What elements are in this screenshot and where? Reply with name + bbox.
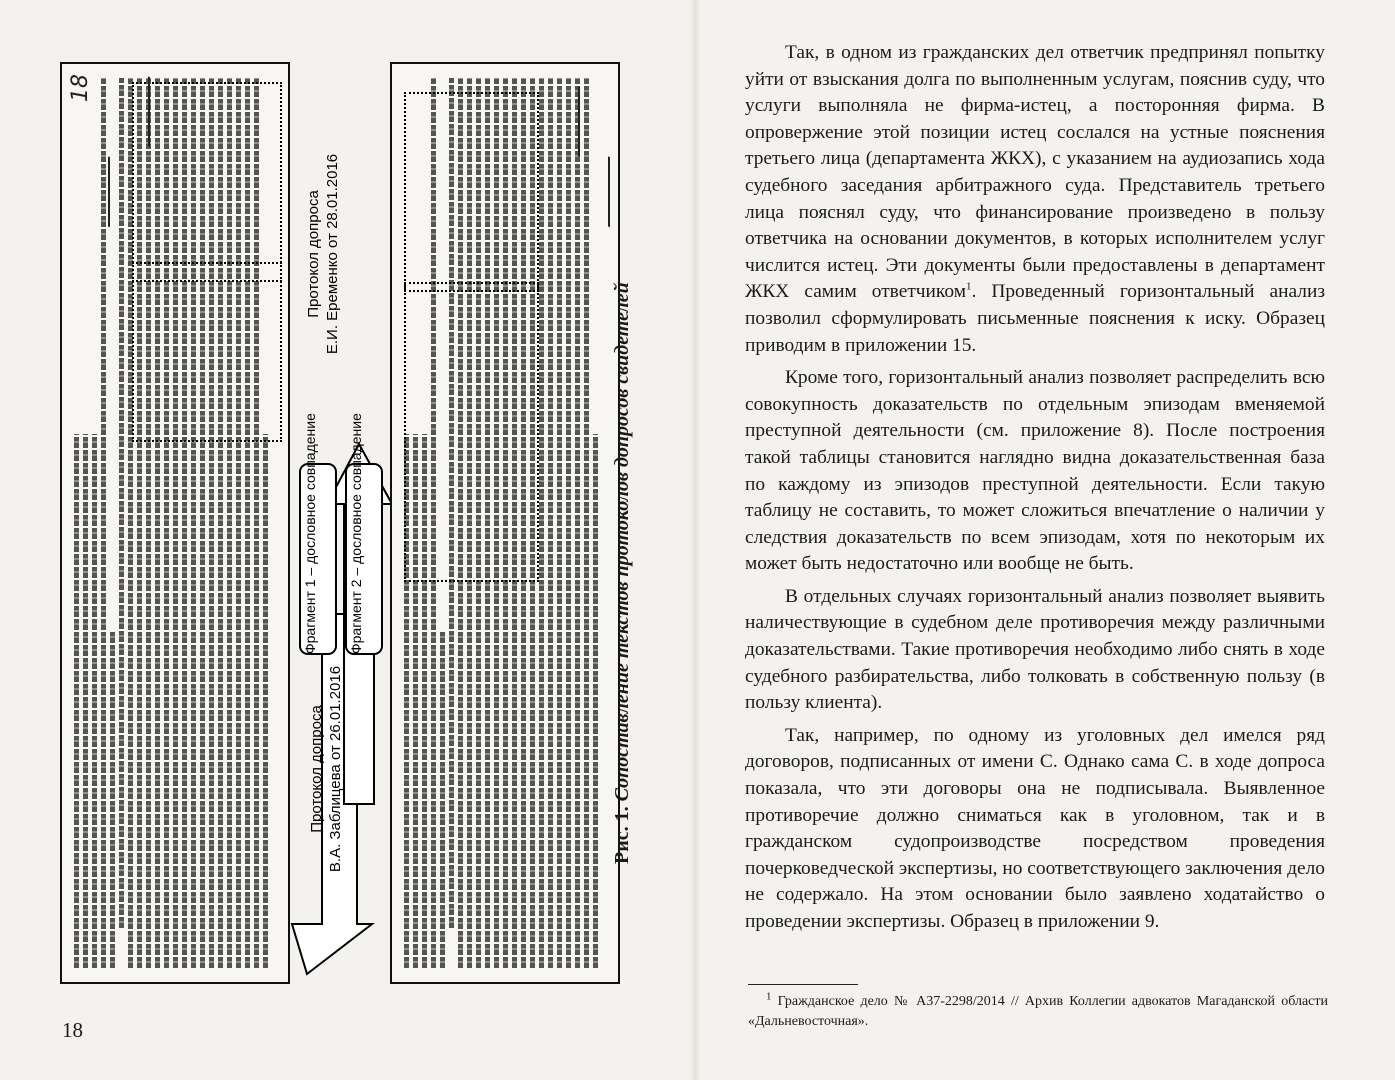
page-number: 18	[62, 1018, 83, 1042]
paragraph: Кроме того, горизонтальный анализ позволяет распределить всю совокупность доказательств по отдельным эпизодам вменяемой преступной деятельности (см. приложение 8). После построения такой таблицы становится наглядно видна доказательственная база по каждому из эпизодов преступной деятельности. Если такую таблицу не составить, то может сложиться впечатление о наличии у следствия доказательств по всем эпизодам, хотя по некоторым их может быть недостаточно или вообще не быть.	[745, 367, 1325, 575]
caption-text: Сопоставление текстов протоколов допросов свидетелей	[611, 282, 633, 802]
signature-mark	[122, 67, 150, 147]
arrow-label-zablitsev	[307, 624, 345, 914]
figure-caption	[600, 62, 650, 984]
footnote-text: Гражданское дело № А37-2298/2014 // Архив Коллегии адвокатов Магаданской области «Дальневосточная».	[748, 994, 1329, 1029]
fragment2-highlight-bottom	[404, 92, 539, 292]
fragment2-label	[347, 413, 365, 654]
arrow-label-line: В.А. Заблицева от 26.01.2016	[327, 665, 344, 873]
footnote-divider	[748, 984, 858, 985]
signature-mark	[82, 147, 110, 227]
fragment-label-line: дословное совпадение	[302, 413, 318, 564]
footnote	[748, 992, 1328, 1032]
paragraph-text: Так, в одном из гражданских дел ответчик предпринял попытку уйти от взыскания долга по выполненным услугам, пояснив суду, что услуги выполняла не фирма-истец, а посторонняя фирма. В опровержение этой позиции истец сослался на устные пояснения третьего лица (департамента ЖКХ), с указанием на аудиозапись хода судебного заседания арбитражного суда. Представитель третьего лица пояснял суду, что финансирование произведено в пользу ответчика на основании документов, в которых исполнителем услуг числится истец. Эти документы были предоставлены в департамент ЖКХ самим ответчиком	[745, 42, 1325, 303]
arrow-label-line: Протокол допроса	[305, 190, 322, 318]
paragraph-tail: . Проведенный горизонтальный анализ позволил сформулировать письменные пояснения к иску. Образец приводим в приложении 15.	[745, 281, 1325, 356]
footnote-mark: 1	[766, 990, 772, 1003]
fragment-label-line: дословное совпадение	[348, 413, 364, 564]
fragment1-highlight-top	[132, 262, 282, 442]
arrow-label-line: Протокол допроса	[308, 705, 325, 833]
book-gutter	[690, 0, 700, 1080]
fragment2-highlight-top	[132, 82, 282, 282]
scan-protocol-zablitsev	[60, 62, 290, 984]
arrow-label-line: Е.И. Еременко от 28.01.2016	[324, 153, 341, 355]
fragment-label-line: Фрагмент 1 –	[302, 567, 318, 654]
fragment1-label	[301, 413, 319, 654]
paragraph: Так, например, по одному из уголовных дел имелся ряд договоров, подписанных от имени С. Однако сама С. в ходе допроса показала, что эти договоры она не подписывала. Выявленное противоречие должно сниматься как в уголовном, так и в гражданском судопроизводстве посредством проведения почерковедческой экспертизы, но соответствующего заключения дело не содержало. На этом основании было заявлено ходатайство о проведении экспертизы. Образец в приложении 9.	[745, 724, 1325, 932]
caption-label: Рис. 1.	[611, 806, 633, 864]
paragraph: В отдельных случаях горизонтальный анализ позволяет выявить наличествующие в судебном деле противоречия между различными доказательствами. Такие противоречия необходимо либо снять в ходе судебного разбирательства, либо толковать в собственную пользу (в пользу клиента).	[745, 585, 1325, 714]
body-text	[745, 40, 1325, 936]
figure-rotated-content	[60, 62, 620, 984]
scan-protocol-eremenko	[390, 62, 620, 984]
sheet-number: 18	[68, 74, 93, 102]
figure-caption-wrap	[600, 62, 650, 984]
footnote-ref[interactable]: 1	[965, 280, 972, 293]
arrow-label-eremenko	[304, 84, 342, 424]
figure-comparison	[60, 62, 620, 984]
paragraph	[745, 40, 1325, 359]
fragment-label-line: Фрагмент 2 –	[348, 567, 364, 654]
signature-mark	[552, 77, 580, 157]
fragment1-highlight-bottom	[404, 282, 539, 582]
